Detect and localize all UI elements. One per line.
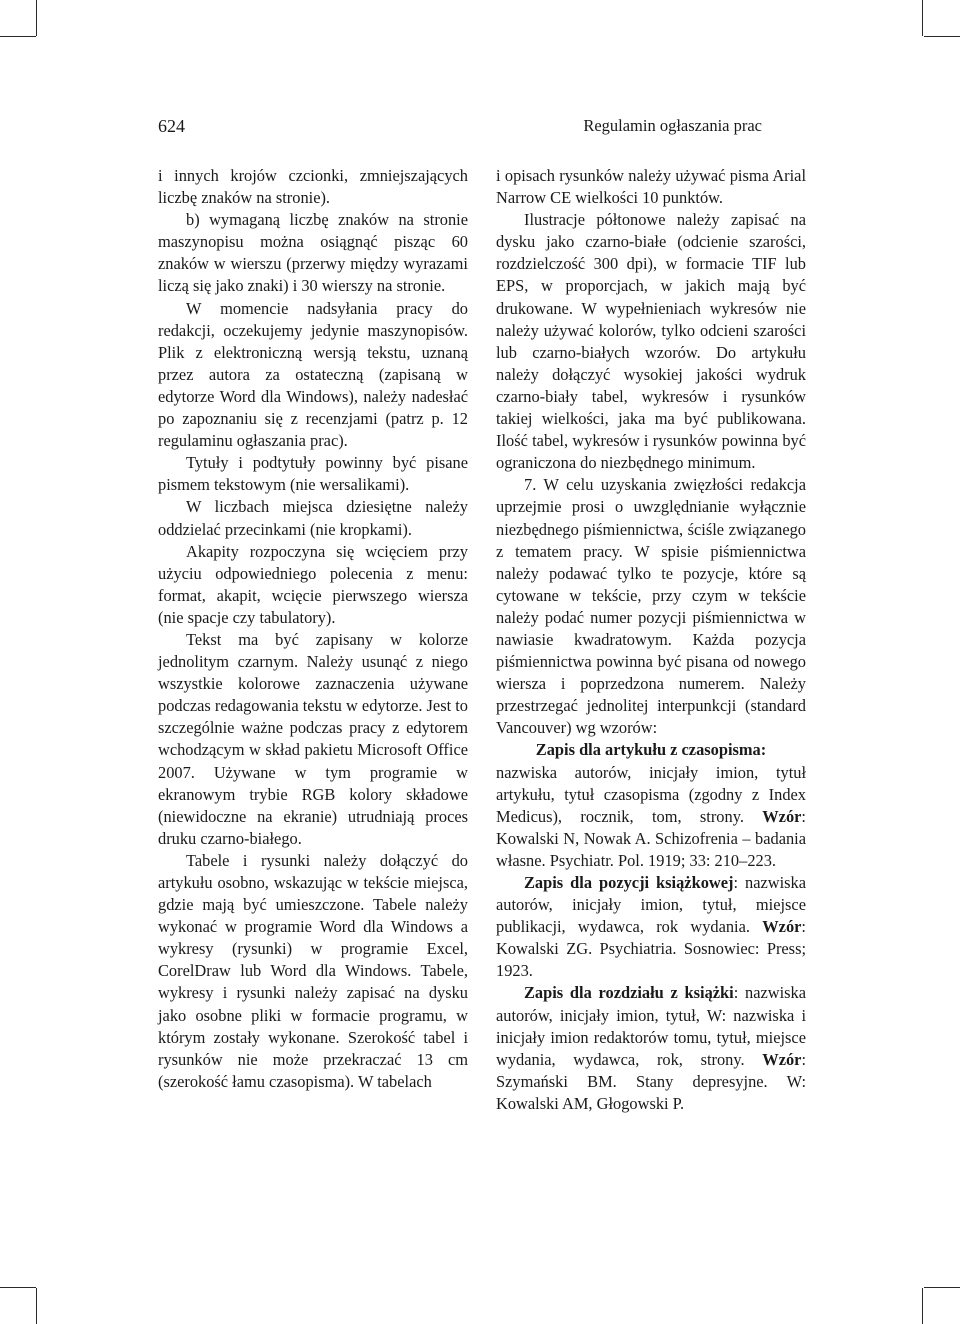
paragraph: 7. W celu uzyskania zwięzłości redakcja uprzejmie prosi o uwzględnianie wyłącznie niezbędnego piśmiennictwa, ściśle związanego z tematem pracy. W spisie piśmiennictwa należy podawać tylko te pozycje, które są cytowane w tekście, przy czym w tekście należy podać numer pozycji piśmiennictwa w nawiasie kwadratowym. Każda pozycja piśmiennictwa powinna być pisana od nowego wiersza i poprzedzona numerem. Należy przestrzegać jednolitej interpunkcji (standard Vancouver) wg wzorów: [496,475,806,738]
paragraph: Tabele i rysunki należy dołączyć do artykułu osobno, wskazując w tekście miejsca, gdzie mają być umieszczone. Tabele należy wykonać w programie Word dla Windows a wykresy (rysunki) w programie Excel, CorelDraw lub Word dla Windows. Tabele, wykresy i rysunki należy zapisać na dysku jako osobne pliki w formacie programu, w którym zostały wykonane. Szerokość tabel i rysunków nie może przekraczać 13 cm (szerokość łamu czasopisma). W tabelach [158,850,468,1091]
crop-mark-left-top [0,36,36,37]
reference-heading-book: Zapis dla pozycji książkowej [524,873,734,892]
crop-mark-top-right [922,0,923,36]
crop-mark-bottom-left [36,1288,37,1324]
paragraph: Tekst ma być zapisany w kolorze jednolitym czarnym. Należy usunąć z niego wszystkie kolorowe zaznaczenia używane podczas redagowania tekstu w edytorze. Jest to szczególnie ważne podczas pracy z edytorem wchodzącym w skład pakietu Microsoft Office 2007. Używane w tym programie w ekranowym trybie RGB kolory składowe (niewidoczne na ekranie) utrudniają proces druku czarno-białego. [158,629,468,848]
reference-chapter-format: Zapis dla rozdziału z książki: nazwiska autorów, inicjały imion, tytuł, W: nazwiska i inicjały imion redaktorów tomu, tytuł, miejsce wydania, wydawca, rok, strony. Wzór: Szymański BM. Stany depresyjne. W: Kowalski AM, Głogowski P. [496,983,806,1113]
paragraph: W momencie nadsyłania pracy do redakcji, oczekujemy jedynie maszynopisów. Plik z elektroniczną wersją tekstu, uznaną przez autora za ostateczną (zapisaną w edytorze Word dla Windows), należy nadesłać po zapoznaniu się z recenzjami (patrz p. 12 regulaminu ogłaszania prac). [158,298,468,451]
paragraph: i innych krojów czcionki, zmniejszających liczbę znaków na stronie). [158,166,468,208]
wzor-label: Wzór [762,1049,802,1069]
wzor-label: Wzór [762,917,802,937]
reference-book-format: Zapis dla pozycji książkowej: nazwiska autorów, inicjały imion, tytuł, miejsce publikacji, wydawca, rok wydania. Wzór: Kowalski ZG. Psychiatria. Sosnowiec: Press; 1923. [496,873,806,981]
paragraph: Akapity rozpoczyna się wcięciem przy użyciu odpowiedniego polecenia z menu: format, akapit, wcięcie pierwszego wiersza (nie spacje czy tabulatory). [158,541,468,627]
right-column [496,165,806,1115]
crop-mark-left-bottom [0,1287,36,1288]
running-title: Regulamin ogłaszania prac [583,116,762,135]
paragraph: b) wymaganą liczbę znaków na stronie maszynopisu można osiągnąć pisząc 60 znaków w wierszu (przerwy między wyrazami liczą się jako znaki) i 30 wierszy na stronie. [158,210,468,296]
paragraph: Ilustracje półtonowe należy zapisać na dysku jako czarno-białe (odcienie szarości, rozdzielczość 300 dpi), w formacie TIF lub EPS, w proporcjach, w jakich mają być drukowane. W wypełnieniach wykresów nie należy używać kolorów, tylko odcieni szarości lub czarno-białych wzorów. Do artykułu należy dołączyć wysokiej jakości wydruk czarno-biały tabel, wykresów i rysunków takiej wielkości, jaka ma być publikowana. Ilość tabel, wykresów i rysunków powinna być ograniczona do niezbędnego minimum. [496,210,806,473]
page-header [158,116,806,140]
page-number: 624 [158,116,185,136]
paragraph: Tytuły i podtytuły powinny być pisane pismem tekstowym (nie wersalikami). [158,453,468,495]
paragraph: i opisach rysunków należy używać pisma Arial Narrow CE wielkości 10 punktów. [496,166,806,208]
left-column [158,165,468,1093]
reference-heading-article: Zapis dla artykułu z czasopisma: [535,740,767,760]
crop-mark-top-left [36,0,37,36]
wzor-label: Wzór [762,806,802,826]
crop-mark-bottom-right [922,1288,923,1324]
crop-mark-right-top [924,36,960,37]
reference-heading-chapter: Zapis dla rozdziału z książki [524,983,734,1003]
paragraph: W liczbach miejsca dziesiętne należy oddzielać przecinkami (nie kropkami). [158,497,468,539]
reference-article-format: nazwiska autorów, inicjały imion, tytuł artykułu, tytuł czasopisma (zgodny z Index Medicus), rocznik, tom, strony. Wzór: Kowalski N, Nowak A. Schizofrenia – badania własne. Psychiatr. Pol. 1919; 33: 210–223. [496,762,806,870]
crop-mark-right-bottom [924,1287,960,1288]
